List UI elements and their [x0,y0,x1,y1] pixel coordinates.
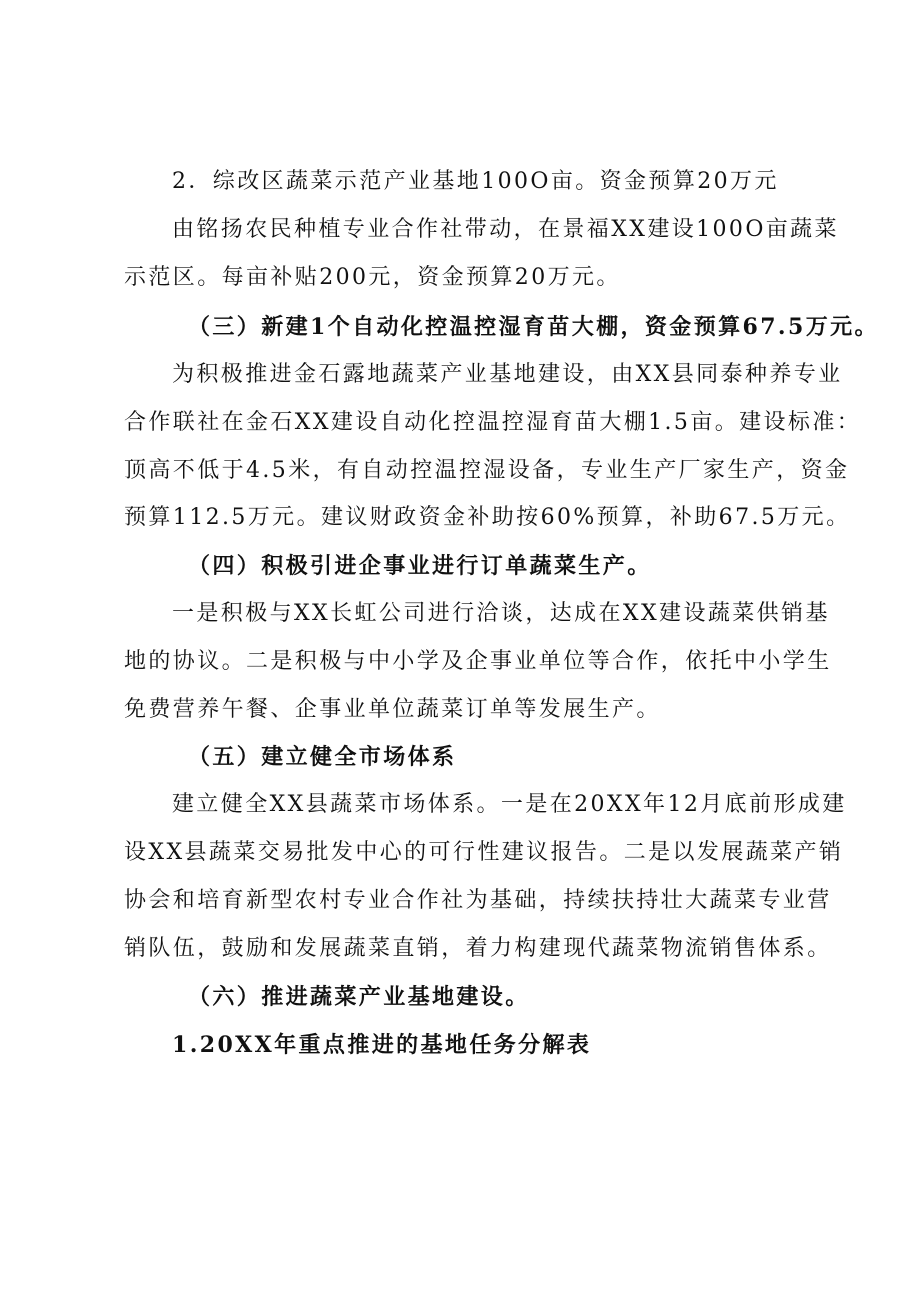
item2-heading: 2．综改区蔬菜示范产业基地100O亩。资金预算20万元 [172,169,779,194]
section3-paragraph-line: 为积极推进金石露地蔬菜产业基地建设，由XX县同泰种养专业 [172,362,843,387]
section5-heading: （五）建立健全市场体系 [188,744,457,770]
section5-paragraph-line: 销队伍，鼓励和发展蔬菜直销，着力构建现代蔬菜物流销售体系。 [124,936,832,961]
section5-paragraph-line: 协会和培育新型农村专业合作社为基础，持续扶持壮大蔬菜专业营 [124,888,832,913]
section5-paragraph-line: 建立健全XX县蔬菜市场体系。一是在20XX年12月底前形成建 [172,792,847,817]
section4-paragraph-line: 地的协议。二是积极与中小学及企事业单位等合作，依托中小学生 [124,649,832,674]
section4-paragraph-line: 免费营养午餐、企事业单位蔬菜订单等发展生产。 [124,697,661,722]
item2-paragraph-line: 示范区。每亩补贴200元，资金预算20万元。 [124,265,621,290]
section4-heading: （四）积极引进企事业进行订单蔬菜生产。 [188,553,652,579]
section4-paragraph-line: 一是积极与XX长虹公司进行洽谈，达成在XX建设蔬菜供销基 [172,601,830,626]
section3-heading: （三）新建1个自动化控温控湿育苗大棚，资金预算67.5万元。 [188,314,879,340]
section3-paragraph-line: 合作联社在金石XX建设自动化控温控湿育苗大棚1.5亩。建设标准： [124,410,862,435]
section6-heading: （六）推进蔬菜产业基地建设。 [188,984,530,1010]
table-caption: 1.20XX年重点推进的基地任务分解表 [172,1032,592,1058]
section5-paragraph-line: 设XX县蔬菜交易批发中心的可行性建议报告。二是以发展蔬菜产销 [124,840,844,865]
item2-paragraph-line: 由铭扬农民种植专业合作社带动，在景福XX建设100O亩蔬菜 [172,217,839,242]
section3-paragraph-line: 预算112.5万元。建议财政资金补助按60%预算，补助67.5万元。 [124,505,851,530]
section3-paragraph-line: 顶高不低于4.5米，有自动控温控湿设备，专业生产厂家生产，资金 [124,458,850,483]
